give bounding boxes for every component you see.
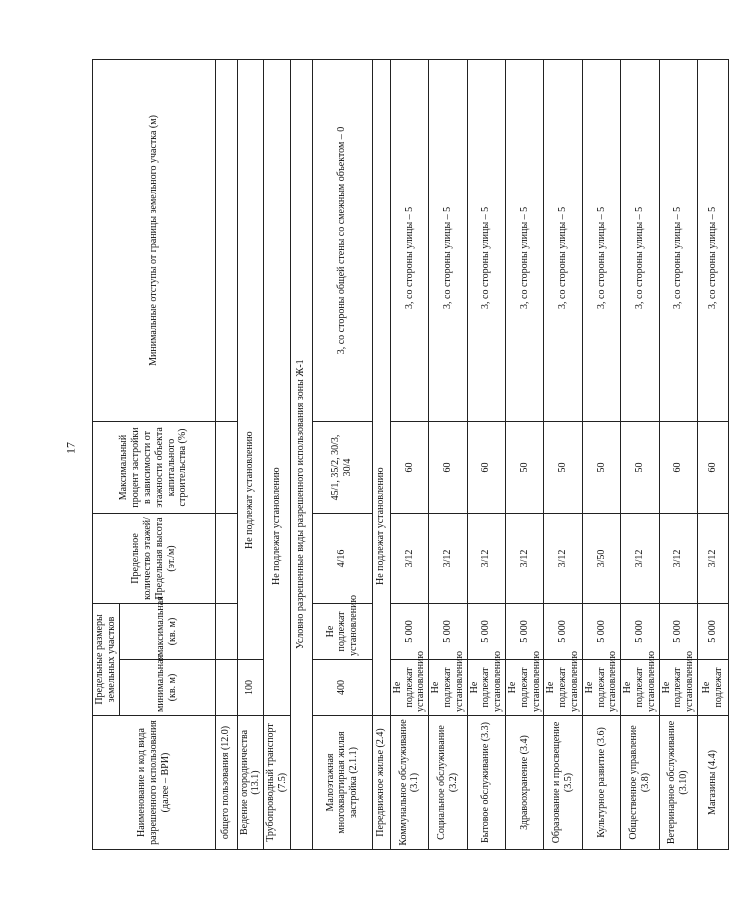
header-row-1 (93, 59, 120, 849)
table-row (659, 59, 697, 849)
row-floors: 3/12 (697, 513, 728, 603)
row-min: Не подлежат установлению (505, 660, 543, 716)
header-plot-sizes: Предельные размеры земельных участков (93, 603, 120, 715)
row-percent: 50 (544, 421, 582, 513)
row-percent: 45/1, 35/2, 30/3, 30/4 (312, 421, 372, 513)
table-row-pipeline (264, 59, 291, 849)
row-setbacks: 3, со стороны улицы – 5 (390, 59, 428, 421)
land-use-regulations-table (92, 59, 729, 850)
row-percent: 60 (390, 421, 428, 513)
row-floors: 4/16 (312, 513, 372, 603)
row-floors: 3/12 (467, 513, 505, 603)
table-body (390, 59, 728, 849)
row-floors: 3/12 (659, 513, 697, 603)
row-name: Здравоохранение (3.4) (505, 716, 543, 850)
row-span-text: Не подлежат установлению (237, 59, 264, 659)
row-setbacks: 3, со стороны улицы – 5 (659, 59, 697, 421)
row-min: Не подлежат установлению (582, 660, 620, 716)
row-max: 5 000 (621, 603, 659, 659)
row-name: Культурное развитие (3.6) (582, 716, 620, 850)
row-percent: 50 (582, 421, 620, 513)
row-floors: 3/12 (621, 513, 659, 603)
row-percent: 60 (659, 421, 697, 513)
header-setbacks: Минимальные отступы от границы земельного участка (м) (93, 59, 216, 421)
table-row (621, 59, 659, 849)
section-title: Условно разрешенные виды разрешенного использования зоны Ж-1 (290, 59, 312, 849)
row-span-text: Не подлежат установлению (372, 59, 390, 715)
table-row-general-use (215, 59, 237, 849)
row-setbacks: 3, со стороны улицы – 5 (505, 59, 543, 421)
page-number: 17 (63, 442, 78, 454)
header-max: максимальная (кв. м) (119, 603, 215, 659)
row-setbacks: 3, со стороны улицы – 5 (697, 59, 728, 421)
row-min: 100 (237, 660, 264, 716)
row-max: 5 000 (505, 603, 543, 659)
row-setbacks: 3, со стороны улицы – 5 (467, 59, 505, 421)
row-max: 5 000 (544, 603, 582, 659)
table-row-lowrise-housing (312, 59, 372, 849)
row-floors: 3/12 (544, 513, 582, 603)
row-name: Социальное обслуживание (3.2) (429, 716, 467, 850)
row-name: Ведение огородничества (13.1) (237, 716, 264, 850)
header-percent: Максимальный процент застройки в зависимости от этажности объекта капитального строительства (%) (93, 421, 216, 513)
row-setbacks: 3, со стороны улицы – 5 (582, 59, 620, 421)
row-setbacks: 3, со стороны общей стены со смежным объектом – 0 (312, 59, 372, 421)
table-row (582, 59, 620, 849)
row-min: Не подлежат установлению (544, 660, 582, 716)
row-name: Общественное управление (3.8) (621, 716, 659, 850)
table-row (544, 59, 582, 849)
row-percent: 60 (467, 421, 505, 513)
rotated-page-content (92, 60, 724, 850)
row-name: Бытовое обслуживание (3.3) (467, 716, 505, 850)
row-percent: 50 (621, 421, 659, 513)
row-percent: 50 (505, 421, 543, 513)
row-setbacks: 3, со стороны улицы – 5 (429, 59, 467, 421)
row-min: Не подлежат установлению (429, 660, 467, 716)
table-row (390, 59, 428, 849)
row-min: Не подлежат (697, 660, 728, 716)
row-name: Передвижное жилье (2.4) (372, 716, 390, 850)
row-min: Не подлежат установлению (621, 660, 659, 716)
header-floors: Предельное количество этажей/ Предельная высота (эт./м) (93, 513, 216, 603)
row-name: Малоэтажная многоквартирная жилая застройка (2.1.1) (312, 716, 372, 850)
table-row (505, 59, 543, 849)
row-setbacks: 3, со стороны улицы – 5 (544, 59, 582, 421)
row-percent: 60 (697, 421, 728, 513)
row-min: Не подлежат установлению (390, 660, 428, 716)
row-max: 5 000 (429, 603, 467, 659)
table-row-mobile-housing (372, 59, 390, 849)
row-name: Ветеринарное обслуживание (3.10) (659, 716, 697, 850)
row-floors: 3/12 (505, 513, 543, 603)
row-percent: 60 (429, 421, 467, 513)
row-name: Магазины (4.4) (697, 716, 728, 850)
row-max: 5 000 (659, 603, 697, 659)
section-title-row (290, 59, 312, 849)
row-min: Не подлежат установлению (659, 660, 697, 716)
header-name: Наименование и код вида разрешенного использования (далее – ВРИ) (93, 716, 216, 850)
row-min: Не подлежат установлению (467, 660, 505, 716)
row-max: 5 000 (697, 603, 728, 659)
table-row (697, 59, 728, 849)
row-max: Не подлежат установлению (312, 603, 372, 659)
header-min: минимальная (кв. м) (119, 660, 215, 716)
row-name: общего пользования (12.0) (215, 716, 237, 850)
row-max: 5 000 (390, 603, 428, 659)
table-row (429, 59, 467, 849)
row-max: 5 000 (467, 603, 505, 659)
row-span-text: Не подлежат установлению (264, 59, 291, 715)
table-row-gardening (237, 59, 264, 849)
row-min: 400 (312, 660, 372, 716)
row-floors: 3/12 (390, 513, 428, 603)
row-name: Образование и просвещение (3.5) (544, 716, 582, 850)
row-floors: 3/12 (429, 513, 467, 603)
row-name: Коммунальное обслуживание (3.1) (390, 716, 428, 850)
table-row (467, 59, 505, 849)
row-setbacks: 3, со стороны улицы – 5 (621, 59, 659, 421)
row-max: 5 000 (582, 603, 620, 659)
row-name: Трубопроводный транспорт (7.5) (264, 716, 291, 850)
row-floors: 3/50 (582, 513, 620, 603)
